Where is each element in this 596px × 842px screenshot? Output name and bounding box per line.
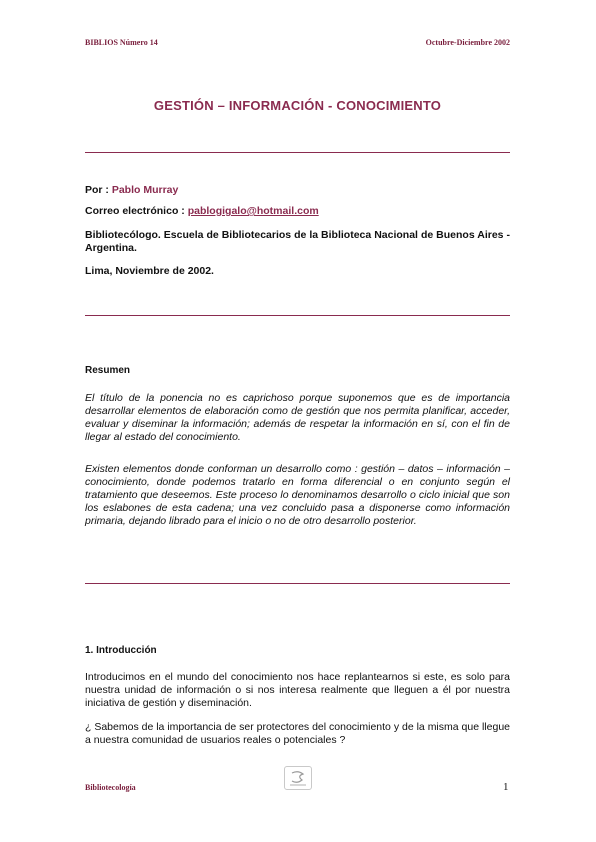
author-label: Por : [85,184,109,196]
resumen-heading: Resumen [85,365,131,376]
author-name: Pablo Murray [111,184,179,196]
footer-section: Bibliotecología [85,783,136,792]
resumen-paragraph-2: Existen elementos donde conforman un desarrollo como : gestión – datos – información – conocimiento, donde podemos tratarlo en forma diferencial o en conjunto según el tratamiento que deseemos. Este proceso lo denominamos desarrollo o ciclo inicial que son los eslabones de esta cadena; una vez concluido pasa a disponerse como información primaria, dejando librado para el inicio o no de otro desarrollo posterior. [85,463,510,527]
email-line [85,205,510,218]
author-line [85,184,510,197]
header-journal: BIBLIOS Número 14 [85,38,158,47]
divider [85,315,510,316]
header-date: Octubre-Diciembre 2002 [425,38,510,47]
intro-heading: 1. Introducción [85,645,157,656]
place-date: Lima, Noviembre de 2002. [85,265,214,277]
email-label: Correo electrónico : [85,205,185,217]
email-link[interactable]: pablogigalo@hotmail.com [187,205,319,217]
divider [85,583,510,584]
publisher-logo-icon [284,766,312,790]
page-title: GESTIÓN – INFORMACIÓN - CONOCIMIENTO [153,98,442,113]
divider [85,152,510,153]
intro-paragraph-1: Introducimos en el mundo del conocimiento nos hace replantearnos si este, es solo para nuestra unidad de información o si nos interesa realmente que lleguen a él por nuestra iniciativa de gestión y diseminación. [85,671,510,709]
affiliation: Bibliotecólogo. Escuela de Bibliotecarios de la Biblioteca Nacional de Buenos Aires - Argentina. [85,229,510,254]
intro-paragraph-2: ¿ Sabemos de la importancia de ser protectores del conocimiento y de la misma que llegue a nuestra comunidad de usuarios reales o potenciales ? [85,721,510,746]
resumen-paragraph-1: El título de la ponencia no es caprichoso porque suponemos que es de importancia desarrollar elementos de elaboración como de gestión que nos permita planificar, acceder, evaluar y diseminar la información; además de respetar la información en sí, con el fin de llegar al estado del conocimiento. [85,392,510,443]
page-number: 1 [503,781,509,793]
